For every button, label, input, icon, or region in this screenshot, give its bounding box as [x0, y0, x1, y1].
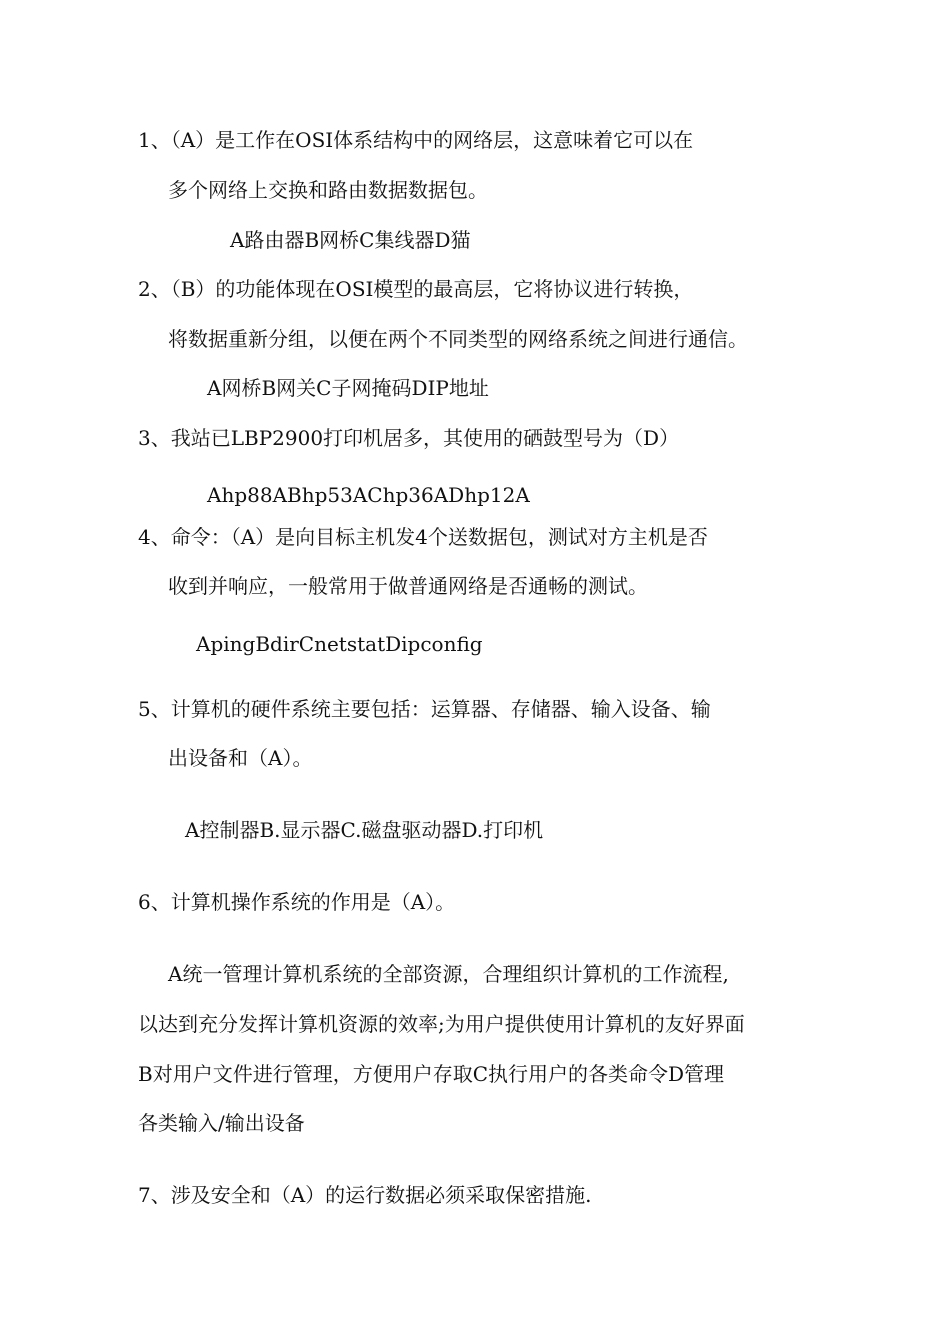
question-4-line-2: 收到并响应，一般常用于做普通网络是否通畅的测试。	[168, 574, 648, 598]
question-1-line-2: 多个网络上交换和路由数据数据包。	[168, 178, 488, 202]
question-4-options: ApingBdirCnetstatDipconfig	[196, 632, 483, 656]
question-6-option-line-4: 各类输入/输出设备	[138, 1111, 305, 1135]
question-5-options: A控制器B.显示器C.磁盘驱动器D.打印机	[185, 818, 544, 842]
question-1-line-1: 1、（A）是工作在OSI体系结构中的网络层，这意味着它可以在	[138, 128, 694, 152]
question-5-line-1: 5、计算机的硬件系统主要包括：运算器、存储器、输入设备、输	[138, 697, 711, 721]
question-3-line-1: 3、我站已LBP2900打印机居多，其使用的硒鼓型号为（D）	[138, 426, 680, 450]
question-6-option-line-1: A统一管理计算机系统的全部资源，合理组织计算机的工作流程,	[168, 962, 729, 986]
question-6-option-line-3: B对用户文件进行管理，方便用户存取C执行用户的各类命令D管理	[138, 1062, 725, 1086]
question-6-option-line-2: 以达到充分发挥计算机资源的效率;为用户提供使用计算机的友好界面	[138, 1012, 745, 1036]
question-2-options: A网桥B网关C子网掩码DIP地址	[207, 376, 489, 400]
question-6-line-1: 6、计算机操作系统的作用是（A）。	[138, 890, 456, 914]
question-4-line-1: 4、命令：（A）是向目标主机发4个送数据包，测试对方主机是否	[138, 525, 708, 549]
question-3-options: Ahp88ABhp53AChp36ADhp12A	[207, 483, 530, 507]
question-7-line-1: 7、涉及安全和（A）的运行数据必须采取保密措施.	[138, 1183, 592, 1207]
question-1-options: A路由器B网桥C集线器D猫	[230, 228, 471, 252]
question-5-line-2: 出设备和（A）。	[168, 746, 313, 770]
question-2-line-2: 将数据重新分组，以便在两个不同类型的网络系统之间进行通信。	[168, 327, 748, 351]
question-2-line-1: 2、（B）的功能体现在OSI模型的最高层，它将协议进行转换，	[138, 277, 694, 301]
